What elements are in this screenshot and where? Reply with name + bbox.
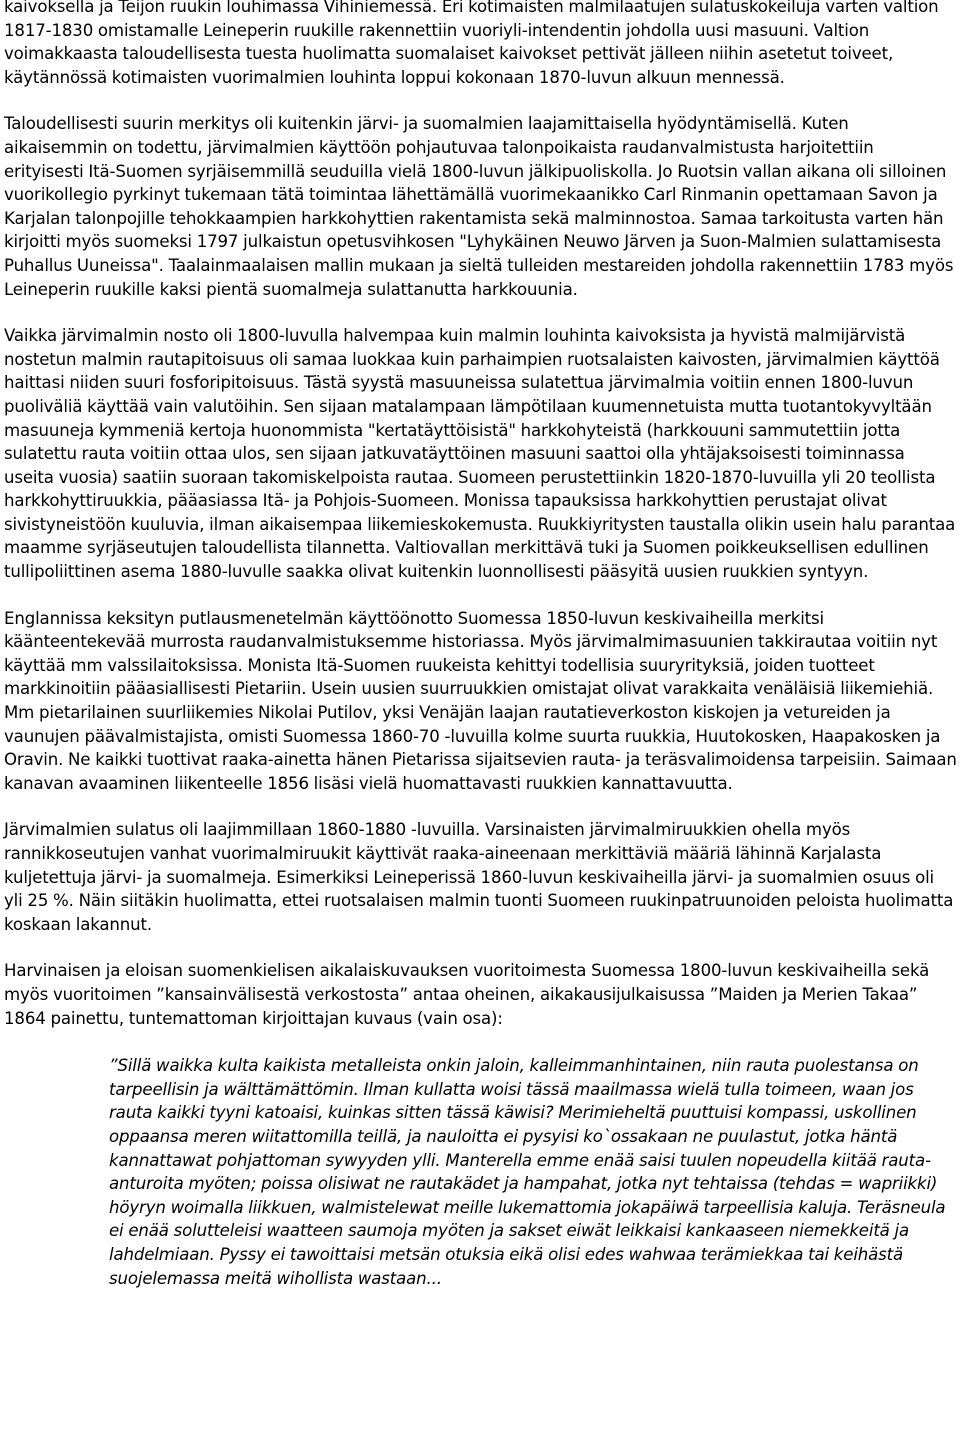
- paragraph-bloomery: Vaikka järvimalmin nosto oli 1800-luvulla halvempaa kuin malmin louhinta kaivoksista ja hyvistä malmijärvistä nostetun malmin rautapitoisuus oli samaa luokkaa kuin parhaimpien ruotsalaisten kaivosten, järvimalmien käyttöä haittasi niiden suuri fosforipitoisuus. Tästä syystä masuuneissa sulatettua järvimalmia voitiin ennen 1800-luvun puoliväliä käyttää vain valutöihin. Sen sijaan matalampaan lämpötilaan kuumennetuista mutta tuotantokyvyltään masuuneja kymmeniä kertoja huonommista "kertatäyttöisistä" harkkohyteistä (harkkouuni sammutettiin jotta sulatettu rauta voitiin ottaa ulos, sen sijaan jatkuvatäyttöinen masuuni saattoi olla yhtäjaksoisesti toiminnassa useita vuosia) saatiin suoraan takomiskelpoista rautaa. Suomeen perustettiinkin 1820-1870-luvuilla yli 20 teollista harkkohyttiruukkia, pääasiassa Itä- ja Pohjois-Suomeen. Monissa tapauksissa harkkohyttien perustajat olivat sivistyneistöön kuuluvia, ilman aikaisempaa liikemieskokemusta. Ruukkiyritysten taustalla olikin usein halu parantaa maamme syrjäseutujen taloudellista tilannetta. Valtiovallan merkittävä tuki ja Suomen poikkeuksellisen edullinen tullipoliittinen asema 1880-luvulle saakka olivat kuitenkin luonnollisesti pääsyitä uusien ruukkien syntyyn.: [4, 326, 956, 582]
- paragraph-spacer: [4, 584, 957, 607]
- paragraph-contemporary-account: Harvinaisen ja eloisan suomenkielisen aikalaiskuvauksen vuoritoimesta Suomessa 1800-luvun keskivaiheilla sekä myös vuoritoimen ”kansainvälisestä verkostosta” antaa oheinen, aikakausijulkaisussa ”Maiden ja Merien Takaa” 1864 painettu, tuntemattoman kirjoittajan kuvaus (vain osa):: [4, 961, 930, 1028]
- block-quote: ”Sillä waikka kulta kaikista metalleista onkin jaloin, kalleimmanhintainen, niin rauta puolestansa on tarpeellisin ja wälttämättömin. Ilman kullatta woisi tässä maailmassa wielä tulla toimeen, waan jos rauta kaikki tyyni katoaisi, kuinkas sitten tässä käwisi? Merimieheltä puuttuisi kompassi, uskollinen oppaansa meren wiitattomilla teillä, ja nauloitta ei pysyisi ko`ossakaan ne puulastut, jotka häntä kannattawat pohjattoman sywyyden ylli. Manterella emme enää saisi tuulen nopeudella kiitää rauta-anturoita myöten; poissa olisiwat ne rautakädet ja hampahat, jotka nyt tehtaissa (tehdas = wapriikki) höyryn woimalla liikkuen, walmistelewat meille lukemattomia jokapäiwä tarpeellisia kaluja. Teräsneula ei enää solutteleisi waatteen saumoja myöten ja sakset eiwät leikkaisi kankaaseen niemekkeitä ja lahdelmiaan. Pyssy ei tawoittaisi metsän otuksia eikä olisi edes wahwaa terämiekkaa tai keihästä suojelemassa meitä wihollista wastaan...: [109, 1056, 946, 1288]
- paragraph-smelting-peak: Järvimalmien sulatus oli laajimmillaan 1860-1880 -luvuilla. Varsinaisten järvimalmiruukkien ohella myös rannikkoseutujen vanhat vuorimalmiruukit käyttivät raaka-aineenaan merkittäviä määriä lähinnä Karjalasta kuljetettuja järvi- ja suomalmeja. Esimerkiksi Leineperissä 1860-luvun keskivaiheilla järvi- ja suomalmien osuus oli yli 25 %. Näin siitäkin huolimatta, ettei ruotsalaisen malmin tuonti Suomeen ruukinpatruunoiden peloista huolimatta koskaan lakannut.: [4, 820, 954, 934]
- paragraph-mining-history: kaivoksella ja Teijon ruukin louhimassa Vihiniemessä. Eri kotimaisten malmilaatujen sulatuskokeiluja varten valtion 1817-1830 omistamalle Leineperin ruukille rakennettiin vuoriyli-intendentin johdolla uusi masuuni. Valtion voimakkaasta taloudellisesta tuesta huolimatta suomalaiset kaivokset pettivät jälleen niihin asetetut toiveet, käytännössä kotimaisten vuorimalmien louhinta loppui kokonaan 1870-luvun alkuun mennessä.: [4, 0, 939, 87]
- paragraph-spacer: [4, 301, 957, 324]
- document-page: [4, 0, 957, 1290]
- paragraph-spacer: [4, 89, 957, 112]
- quote-spacer: [4, 1030, 957, 1054]
- paragraph-spacer: [4, 795, 957, 818]
- paragraph-puddling: Englannissa keksityn putlausmenetelmän käyttöönotto Suomessa 1850-luvun keskivaiheilla merkitsi käänteentekevää murrosta raudanvalmistuksemme historiassa. Myös järvimalmimasuunien takkirautaa voitiin nyt käyttää mm valssilaitoksissa. Monista Itä-Suomen ruukeista kehittyi todellisia suuryrityksiä, joiden tuotteet markkinoitiin pääasiallisesti Pietariin. Usein uusien suurruukkien omistajat olivat varakkaita venäläisiä liikemiehiä. Mm pietarilainen suurliikemies Nikolai Putilov, yksi Venäjän laajan rautatieverkoston kiskojen ja vetureiden ja vaunujen päävalmistajista, omisti Suomessa 1860-70 -luvuilla kolme suurta ruukkia, Huutokosken, Haapakosken ja Oravin. Ne kaikki tuottivat raaka-ainetta hänen Pietarissa sijaitsevien rauta- ja teräsvalimoidensa tarpeisiin. Saimaan kanavan avaaminen liikenteelle 1856 lisäsi vielä huomattavasti ruukkien kannattavuutta.: [4, 608, 957, 793]
- paragraph-spacer: [4, 936, 957, 959]
- paragraph-lake-ore: Taloudellisesti suurin merkitys oli kuitenkin järvi- ja suomalmien laajamittaisella hyödyntämisellä. Kuten aikaisemmin on todettu, järvimalmien käyttöön pohjautuvaa talonpoikaista raudanvalmistusta harjoitettiin erityisesti Itä-Suomen syrjäisemmillä seuduilla vielä 1800-luvun jälkipuoliskolla. Jo Ruotsin vallan aikana oli silloinen vuorikollegio pyrkinyt tukemaan tätä toimintaa lähettämällä vuorimekaanikko Carl Rinmanin opettamaan Savon ja Karjalan talonpojille tehokkaampien harkkohyttien rakentamista sekä malminnostoa. Samaa tarkoitusta varten hän kirjoitti myös suomeksi 1797 julkaistun opetusvihkosen "Lyhykäinen Neuwo Järven ja Suon-Malmien sulattamisesta Puhallus Uuneissa". Taalainmaalaisen mallin mukaan ja sieltä tulleiden mestareiden johdolla rakennettiin 1783 myös Leineperin ruukille kaksi pientä suomalmeja sulattanutta harkkouunia.: [4, 114, 954, 299]
